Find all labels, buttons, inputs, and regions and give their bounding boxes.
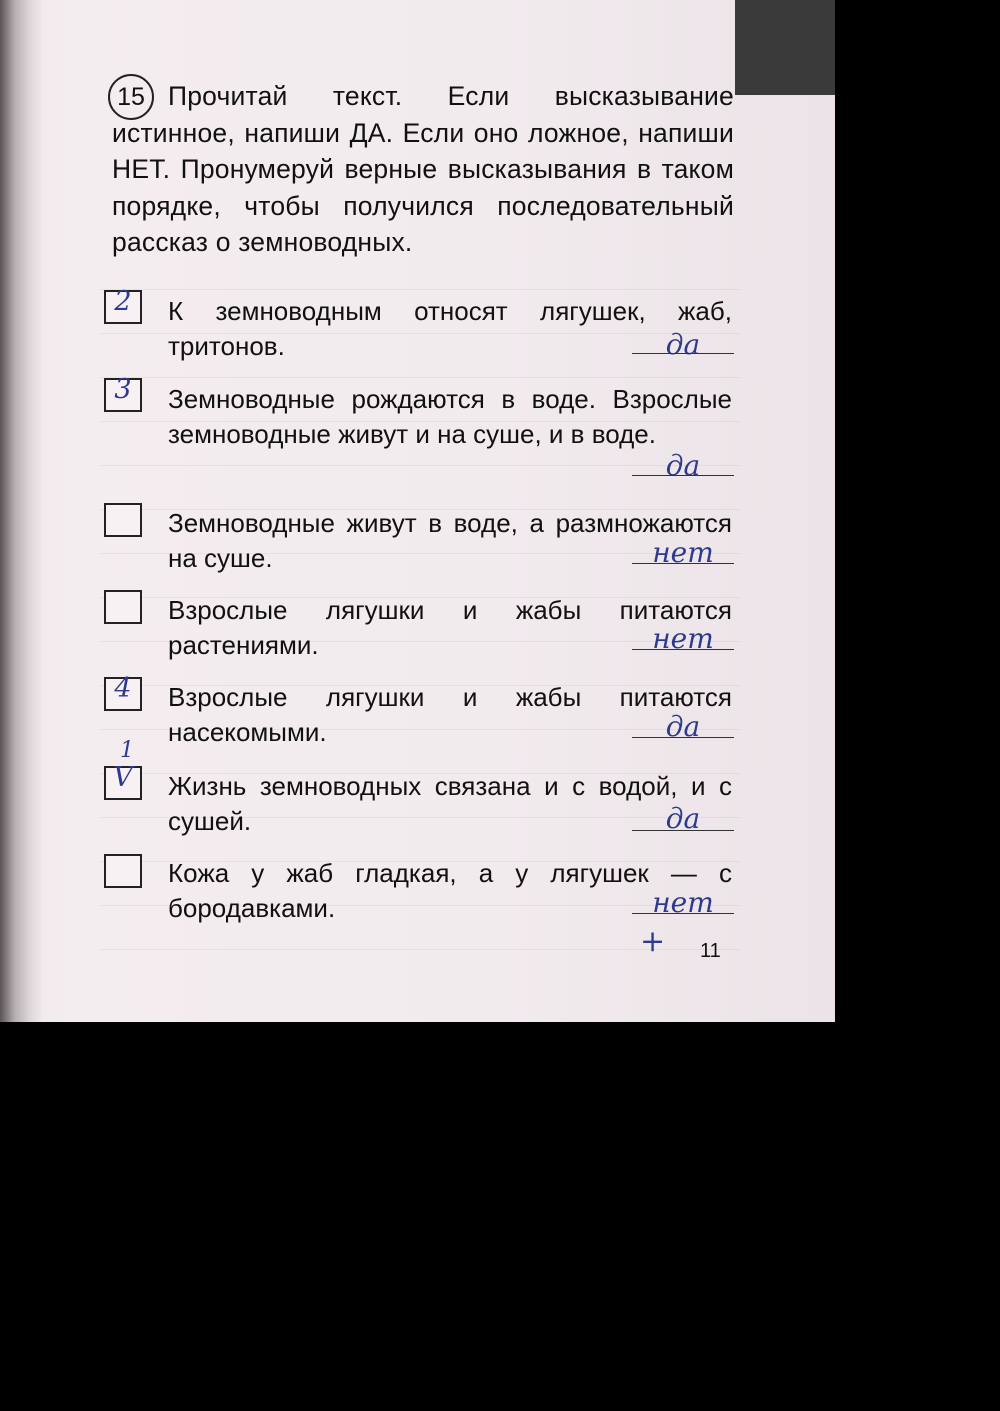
grade-mark: + bbox=[640, 924, 666, 959]
order-box-7[interactable] bbox=[104, 854, 142, 888]
task-instructions: Прочитай текст. Если высказывание истинное, напиши ДА. Если оно ложное, напиши НЕТ. Пронумеруй верные высказывания в таком порядке, чтобы получился последовательный рассказ о земноводных. bbox=[112, 81, 734, 257]
answer-line-7[interactable] bbox=[632, 913, 734, 914]
answer-line-5[interactable] bbox=[632, 737, 734, 738]
statement-2: Земноводные рождаются в воде. Взрослые земноводные живут и на суше, и в воде. bbox=[168, 384, 732, 449]
answer-1: да bbox=[665, 328, 701, 361]
order-box-1[interactable] bbox=[104, 286, 142, 324]
answer-line-4[interactable] bbox=[632, 649, 734, 650]
statement-3: Земноводные живут в воде, а размножаются на суше. bbox=[168, 508, 732, 573]
order-mark-6: V bbox=[113, 762, 133, 793]
answer-2: да bbox=[665, 449, 701, 482]
order-box-5[interactable] bbox=[104, 673, 142, 711]
answer-3: нет bbox=[652, 536, 714, 569]
order-box-4[interactable] bbox=[104, 590, 142, 624]
statement-1: К земноводным относят лягушек, жаб, тритонов. bbox=[168, 296, 732, 361]
answer-6: да bbox=[665, 802, 701, 835]
order-box-6[interactable] bbox=[104, 762, 142, 800]
answer-line-3[interactable] bbox=[632, 563, 734, 564]
page-binding bbox=[0, 0, 42, 1022]
page-number: 11 bbox=[700, 940, 721, 962]
order-mark-5: 4 bbox=[114, 673, 132, 704]
answer-line-1[interactable] bbox=[632, 353, 734, 354]
order-note-6: 1 bbox=[120, 738, 134, 763]
answer-5: да bbox=[665, 710, 701, 743]
corner-shadow bbox=[735, 0, 835, 95]
statement-6: Жизнь земноводных связана и с водой, и с сушей. bbox=[168, 771, 732, 836]
answer-7: нет bbox=[652, 886, 714, 919]
answer-line-6[interactable] bbox=[632, 830, 734, 831]
statement-4: Взрослые лягушки и жабы питаются растениями. bbox=[168, 595, 732, 660]
order-mark-1: 2 bbox=[114, 286, 132, 317]
task-number-circle: 15 bbox=[108, 74, 154, 120]
statement-5: Взрослые лягушки и жабы питаются насекомыми. bbox=[168, 682, 732, 747]
statement-7: Кожа у жаб гладкая, а у лягушек — с бородавками. bbox=[168, 858, 732, 923]
order-box-3[interactable] bbox=[104, 503, 142, 537]
answer-line-2[interactable] bbox=[632, 475, 734, 476]
order-mark-2: 3 bbox=[114, 374, 132, 405]
answer-4: нет bbox=[652, 622, 714, 655]
order-box-2[interactable] bbox=[104, 374, 142, 412]
